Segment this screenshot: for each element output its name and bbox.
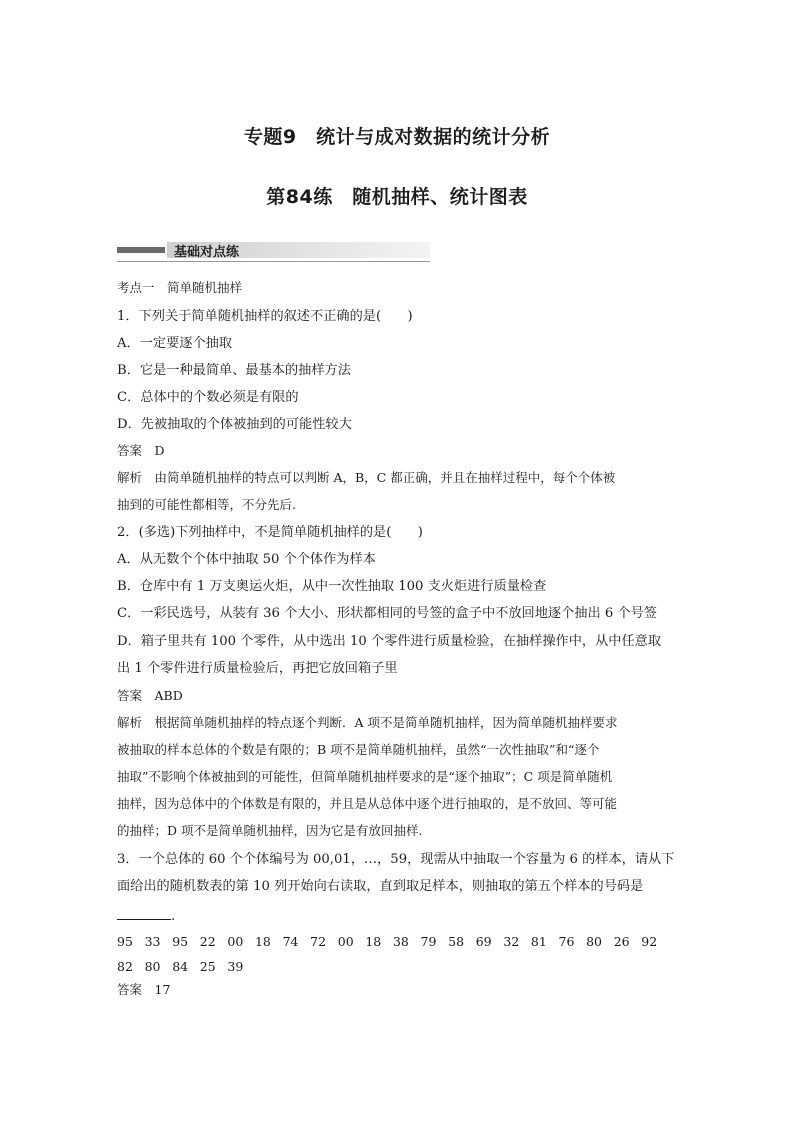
q1-option-c: C．总体中的个数必须是有限的 [117, 390, 299, 405]
q1-stem: 1．下列关于简单随机抽样的叙述不正确的是( ) [117, 309, 413, 324]
random-number: 92 [641, 934, 658, 949]
q1-option-b: B．它是一种最简单、最基本的抽样方法 [117, 363, 351, 378]
random-number: 18 [254, 934, 271, 949]
random-number: 58 [448, 934, 465, 949]
random-number: 69 [475, 934, 492, 949]
random-number: 38 [392, 934, 409, 949]
q2-analysis-line-4: 抽样，因为总体中的个体数是有限的，并且是从总体中逐个进行抽取的，是不放回、等可能 [117, 796, 618, 811]
q2-stem: 2．(多选)下列抽样中，不是简单随机抽样的是( ) [117, 525, 423, 540]
q2-option-d-cont: 出 1 个零件进行质量检验后，再把它放回箱子里 [117, 661, 398, 676]
random-number: 33 [144, 934, 161, 949]
q2-option-c: C．一彩民选号，从装有 36 个大小、形状都相同的号签的盒子中不放回地逐个抽出 6 个号签 [117, 606, 657, 621]
random-number: 00 [227, 934, 244, 949]
random-number: 72 [310, 934, 327, 949]
random-number-row-1 [117, 934, 669, 949]
q3-answer: 答案 17 [117, 982, 171, 997]
random-number: 95 [172, 934, 189, 949]
section-header-rule [117, 261, 430, 262]
random-number: 26 [613, 934, 630, 949]
lesson-title: 第84练 随机抽样、统计图表 [266, 186, 528, 208]
random-number: 25 [199, 959, 216, 974]
q3-stem-line-2: 面给出的随机数表的第 10 列开始向右读取，直到取足样本，则抽取的第五个样本的号码是 [117, 879, 644, 894]
random-number: 80 [586, 934, 602, 949]
section-header-label: 基础对点练 [174, 245, 240, 260]
q3-answer-blank-line [117, 907, 175, 923]
q1-option-a: A．一定要逐个抽取 [117, 336, 233, 351]
random-number: 95 [117, 934, 133, 949]
random-number: 84 [172, 959, 189, 974]
q2-option-b: B．仓库中有 1 万支奥运火炬，从中一次性抽取 100 支火炬进行质量检查 [117, 579, 547, 594]
q2-analysis-line-5: 的抽样；D 项不是简单随机抽样，因为它是有放回抽样. [117, 823, 423, 838]
q1-option-d: D．先被抽取的个体被抽到的可能性较大 [117, 417, 352, 432]
q2-analysis-line-3: 抽取”不影响个体被抽到的可能性，但简单随机抽样要求的是“逐个抽取”；C 项是简单随机 [117, 769, 613, 784]
q3-blank-period: . [171, 909, 176, 924]
random-number: 82 [117, 959, 133, 974]
random-number: 18 [365, 934, 382, 949]
q3-stem-line-1: 3．一个总体的 60 个个体编号为 00,01，…，59，现需从中抽取一个容量为 6 的样本，请从下 [117, 852, 675, 867]
section-header-marker [117, 247, 165, 253]
random-number-row-2 [117, 959, 255, 974]
q1-analysis-line-1: 解析 由简单随机抽样的特点可以判断 A，B，C 都正确，并且在抽样过程中，每个个体被 [117, 470, 616, 485]
random-number: 39 [227, 959, 244, 974]
random-number: 00 [337, 934, 354, 949]
q2-option-a: A．从无数个个体中抽取 50 个个体作为样本 [117, 552, 376, 567]
q1-answer: 答案 D [117, 443, 165, 458]
random-number: 76 [558, 934, 575, 949]
random-number: 74 [282, 934, 299, 949]
random-number: 32 [503, 934, 520, 949]
q3-answer-blank [117, 907, 171, 920]
random-number: 81 [530, 934, 547, 949]
subsection-title: 考点一 简单随机抽样 [117, 280, 243, 295]
section-header [117, 239, 430, 263]
q2-answer: 答案 ABD [117, 688, 183, 703]
q1-analysis-line-2: 抽到的可能性都相等，不分先后. [117, 497, 296, 512]
random-number: 79 [420, 934, 437, 949]
q2-analysis-line-1: 解析 根据简单随机抽样的特点逐个判断．A 项不是简单随机抽样，因为简单随机抽样要求 [117, 715, 618, 730]
q2-option-d: D．箱子里共有 100 个零件，从中选出 10 个零件进行质量检验，在抽样操作中，从中任意取 [117, 634, 662, 649]
q2-analysis-line-2: 被抽取的样本总体的个数是有限的；B 项不是简单随机抽样，虽然“一次性抽取”和“逐个 [117, 742, 600, 757]
random-number: 22 [199, 934, 216, 949]
topic-title: 专题9 统计与成对数据的统计分析 [243, 126, 551, 148]
random-number: 80 [144, 959, 161, 974]
